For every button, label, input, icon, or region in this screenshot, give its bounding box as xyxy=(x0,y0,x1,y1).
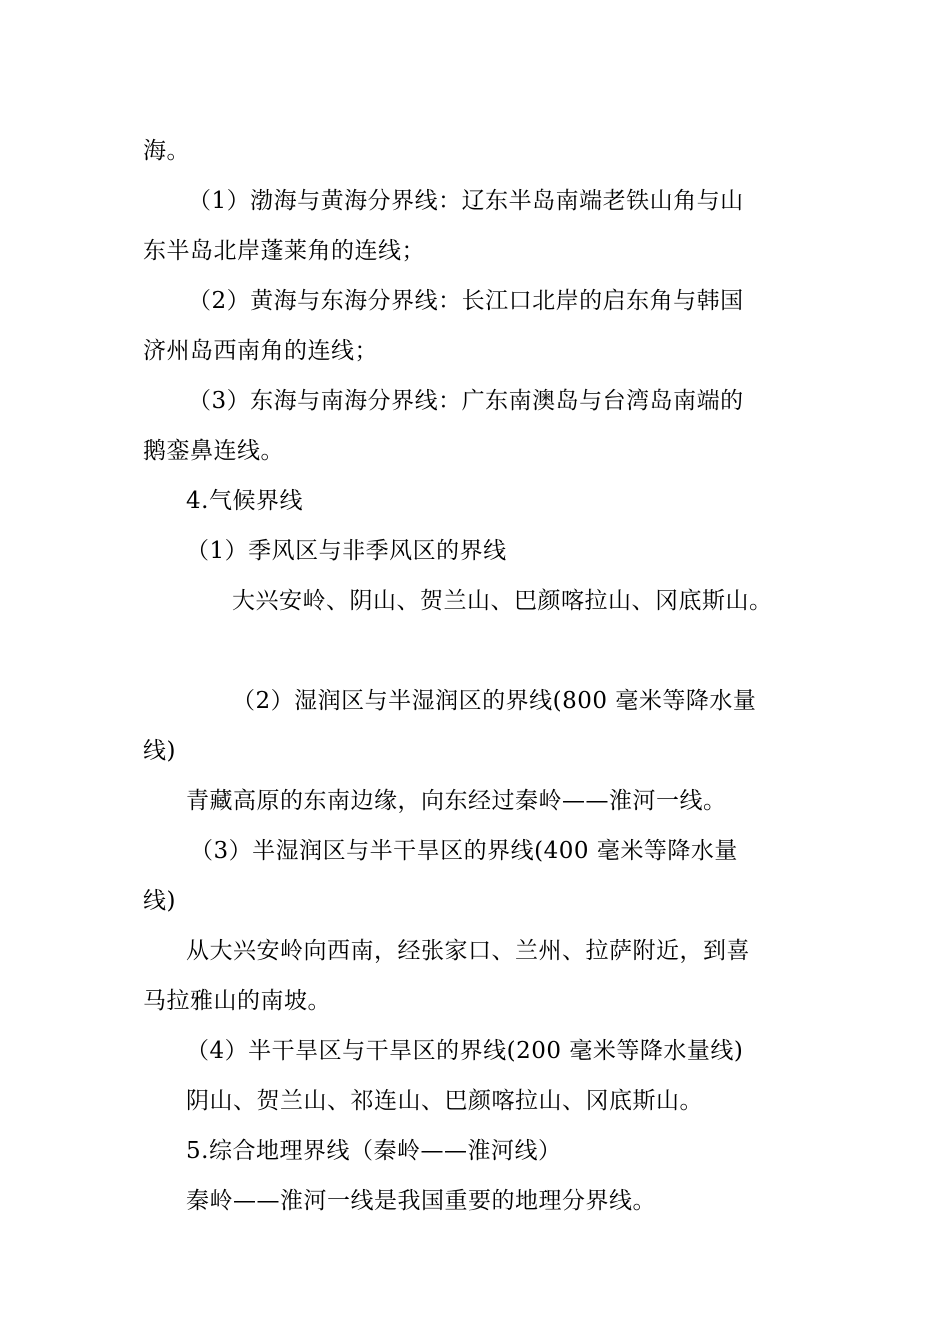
text-line: 线) xyxy=(143,738,176,764)
subsection-heading: （1）季风区与非季风区的界线 xyxy=(186,538,507,564)
subsection-heading: （4）半干旱区与干旱区的界线(200 毫米等降水量线) xyxy=(186,1038,744,1064)
text-line: 海。 xyxy=(143,138,190,164)
text-line: （1）渤海与黄海分界线：辽东半岛南端老铁山角与山 xyxy=(188,188,744,214)
subsection-heading: （2）湿润区与半湿润区的界线(800 毫米等降水量 xyxy=(232,688,757,714)
text-line: 线) xyxy=(143,888,176,914)
text-line: 阴山、贺兰山、祁连山、巴颜喀拉山、冈底斯山。 xyxy=(186,1088,703,1114)
text-line: 东半岛北岸蓬莱角的连线； xyxy=(143,238,425,264)
text-line: 鹅銮鼻连线。 xyxy=(143,438,284,464)
section-heading: 4.气候界线 xyxy=(186,488,303,514)
text-line: 青藏高原的东南边缘，向东经过秦岭——淮河一线。 xyxy=(186,788,727,814)
text-line: 马拉雅山的南坡。 xyxy=(143,988,331,1014)
text-line: （3）东海与南海分界线：广东南澳岛与台湾岛南端的 xyxy=(188,388,744,414)
text-line: （2）黄海与东海分界线：长江口北岸的启东角与韩国 xyxy=(188,288,744,314)
text-line: 济州岛西南角的连线； xyxy=(143,338,378,364)
text-line: 大兴安岭、阴山、贺兰山、巴颜喀拉山、冈底斯山。 xyxy=(232,588,773,614)
subsection-heading: （3）半湿润区与半干旱区的界线(400 毫米等降水量 xyxy=(190,838,738,864)
section-heading: 5.综合地理界线（秦岭——淮河线） xyxy=(186,1138,562,1164)
text-line: 秦岭——淮河一线是我国重要的地理分界线。 xyxy=(186,1188,656,1214)
text-line: 从大兴安岭向西南，经张家口、兰州、拉萨附近，到喜 xyxy=(186,938,750,964)
